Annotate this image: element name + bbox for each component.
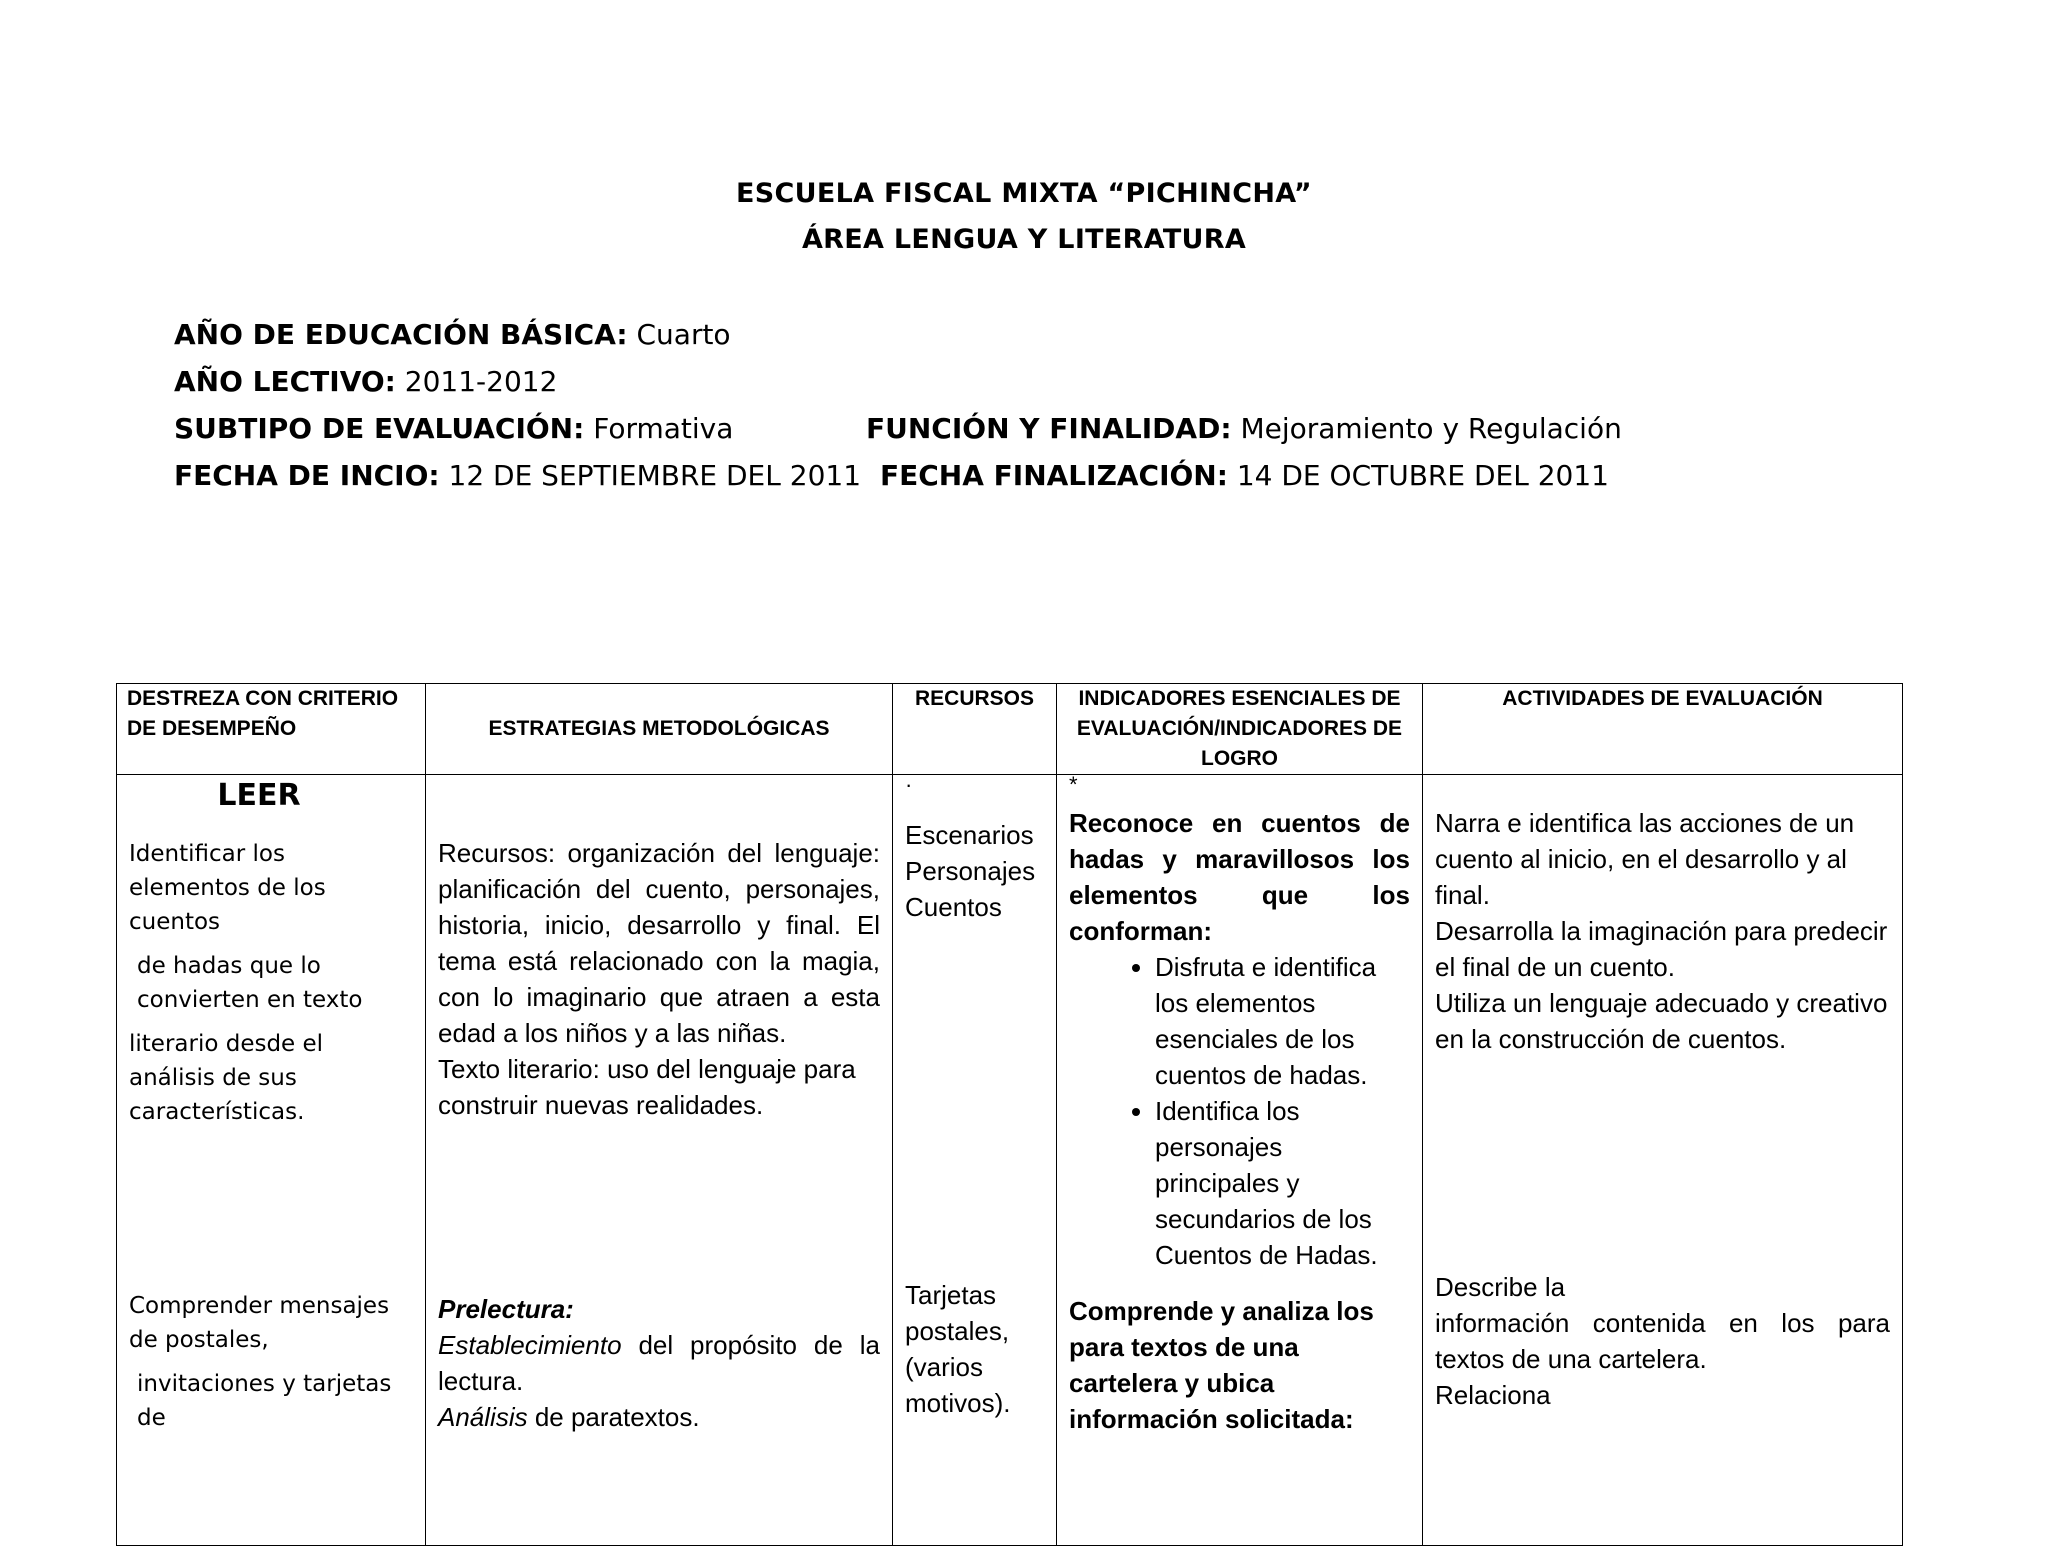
fecha-inicio-label: FECHA DE INCIO: <box>174 459 440 492</box>
destreza-line: de hadas que lo convierten en texto <box>137 953 363 1013</box>
actividad-row2: Describe la <box>1435 1272 1566 1302</box>
actividades-cell <box>1423 775 1903 1546</box>
indicadores-title-row2: Comprende y analiza los para textos de una cartelera y ubica información solicitada: <box>1069 1296 1374 1434</box>
info-subtipo <box>174 412 733 445</box>
fecha-fin-value: 14 DE OCTUBRE DEL 2011 <box>1236 459 1609 492</box>
funcion-label: FUNCIÓN Y FINALIDAD: <box>866 412 1232 445</box>
info-fecha-inicio <box>174 459 861 492</box>
header-recursos: RECURSOS <box>893 684 1057 775</box>
planning-table <box>116 683 1903 1546</box>
destreza-line: invitaciones y tarjetas de <box>137 1371 392 1431</box>
leer-heading: LEER <box>217 778 301 813</box>
estrategias-paragraph: Recursos: organización del lenguaje: planificación del cuento, personajes, historia, inicio, desarrollo y final. El tema está relacionado con la magia, con lo imaginario que atraen a esta edad a los niños y a las niñas. <box>438 838 880 1048</box>
recursos-cell <box>893 772 1057 1546</box>
actividad-item: Utiliza un lenguaje adecuado y creativo en la construcción de cuentos. <box>1435 988 1888 1054</box>
analisis-rest: de paratextos. <box>527 1402 700 1432</box>
header-actividades: ACTIVIDADES DE EVALUACIÓN <box>1423 684 1903 775</box>
establecimiento-line <box>438 1327 880 1399</box>
destreza-line: Comprender mensajes de postales, <box>129 1293 390 1353</box>
destreza-line: literario desde el análisis de sus características. <box>129 1031 324 1125</box>
lectivo-label: AÑO LECTIVO: <box>174 365 396 398</box>
indicador-item: • Disfruta e identifica los elementos esenciales de los cuentos de hadas. <box>1155 949 1410 1093</box>
actividad-row2: información contenida en los para textos de una cartelera. <box>1435 1308 1890 1374</box>
lectivo-value: 2011-2012 <box>404 365 558 398</box>
header-destreza: DESTREZA CON CRITERIO DE DESEMPEÑO <box>117 684 426 775</box>
recurso-row2: Tarjetas postales, (varios motivos). <box>905 1280 1011 1418</box>
header-indicadores: INDICADORES ESENCIALES DE EVALUACIÓN/INDICADORES DE LOGRO <box>1057 684 1423 775</box>
info-fecha-fin <box>880 459 1609 492</box>
table-header-row <box>117 684 1903 775</box>
fecha-inicio-value: 12 DE SEPTIEMBRE DEL 2011 <box>448 459 862 492</box>
analisis-line <box>438 1399 880 1435</box>
info-ano-educacion <box>174 318 731 351</box>
table-row <box>117 775 1903 1546</box>
recurso-item: Escenarios <box>905 820 1034 850</box>
funcion-value: Mejoramiento y Regulación <box>1240 412 1622 445</box>
subtipo-label: SUBTIPO DE EVALUACIÓN: <box>174 412 585 445</box>
establecimiento-word: Establecimiento <box>438 1330 622 1360</box>
info-ano-lectivo <box>174 365 557 398</box>
actividad-row2: Relaciona <box>1435 1380 1551 1410</box>
estrategias-cell <box>426 775 893 1546</box>
recurso-item: Personajes <box>905 856 1036 886</box>
subtipo-value: Formativa <box>593 412 734 445</box>
actividad-item: Narra e identifica las acciones de un cuento al inicio, en el desarrollo y al final. <box>1435 808 1855 910</box>
recurso-item: Cuentos <box>905 892 1002 922</box>
establecimiento-rest: del propósito de la lectura. <box>438 1330 880 1396</box>
indicadores-title: Reconoce en cuentos de hadas y maravillosos los elementos que los conforman: <box>1069 808 1410 946</box>
destreza-cell <box>117 775 426 1546</box>
indicadores-cell <box>1057 772 1423 1546</box>
info-funcion <box>866 412 1622 445</box>
ano-value: Cuarto <box>636 318 731 351</box>
school-name: ESCUELA FISCAL MIXTA “PICHINCHA” <box>736 178 1312 209</box>
indicadores-mark: * <box>1069 772 1078 797</box>
indicador-item: • Identifica los personajes principales y secundarios de los Cuentos de Hadas. <box>1155 1093 1410 1273</box>
recursos-mark: · <box>905 772 913 797</box>
estrategias-paragraph: Texto literario: uso del lenguaje para construir nuevas realidades. <box>438 1054 856 1120</box>
indicadores-list <box>1069 949 1410 1273</box>
fecha-fin-label: FECHA FINALIZACIÓN: <box>880 459 1228 492</box>
header-estrategias: ESTRATEGIAS METODOLÓGICAS <box>426 684 893 775</box>
analisis-word: Análisis <box>438 1402 528 1432</box>
destreza-line: Identificar los elementos de los cuentos <box>129 841 326 935</box>
area-title: ÁREA LENGUA Y LITERATURA <box>801 224 1247 255</box>
actividad-item: Desarrolla la imaginación para predecir el final de un cuento. <box>1435 916 1888 982</box>
prelectura-heading: Prelectura: <box>438 1294 574 1324</box>
ano-label: AÑO DE EDUCACIÓN BÁSICA: <box>174 318 628 351</box>
